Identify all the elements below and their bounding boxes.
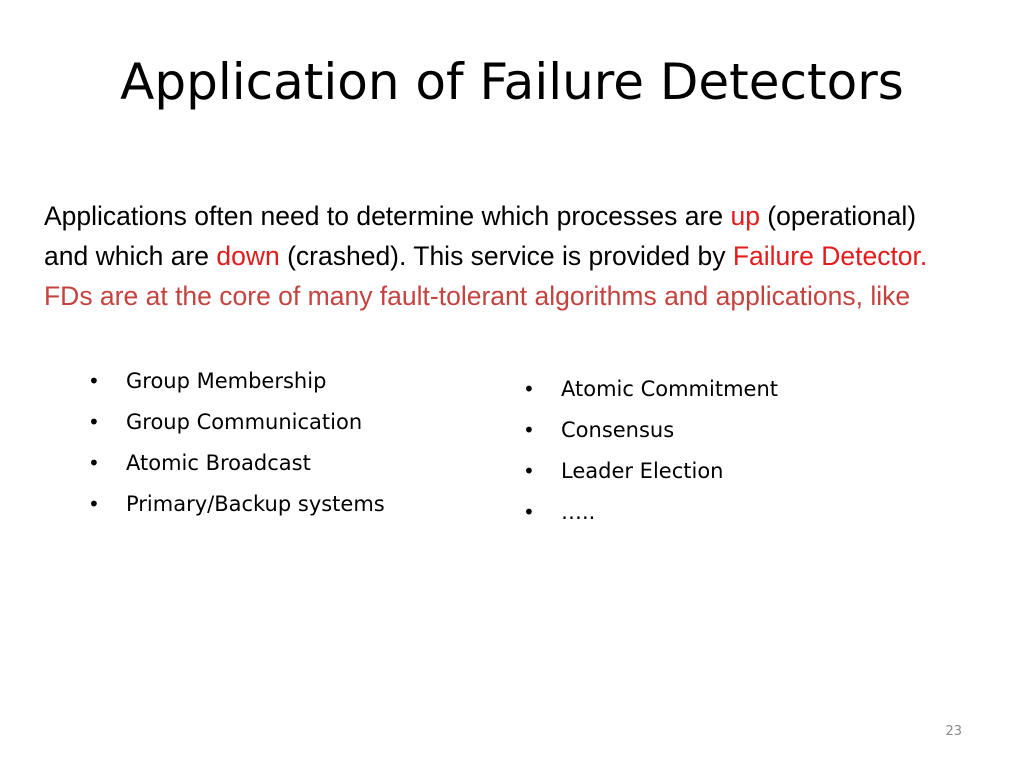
list-item bbox=[523, 456, 778, 497]
intro-paragraph bbox=[44, 196, 1004, 316]
highlight-down: down bbox=[216, 241, 280, 271]
list-item-text: Atomic Commitment bbox=[561, 377, 779, 401]
bullet-icon: • bbox=[88, 410, 100, 434]
list-item bbox=[523, 497, 778, 538]
right-bullet-list bbox=[523, 374, 778, 538]
list-item bbox=[88, 448, 385, 489]
list-item-text: Group Membership bbox=[126, 369, 327, 393]
list-item bbox=[88, 489, 385, 530]
intro-line-3: FDs are at the core of many fault-tolerant algorithms and applications, like bbox=[44, 281, 911, 311]
left-bullet-list bbox=[88, 366, 385, 530]
intro-text: (crashed). This service is provided by bbox=[279, 241, 733, 271]
bullet-icon: • bbox=[88, 369, 100, 393]
bullet-icon: • bbox=[88, 492, 100, 516]
list-item bbox=[88, 366, 385, 407]
slide-title: Application of Failure Detectors bbox=[120, 53, 904, 111]
intro-text: (operational) bbox=[759, 201, 917, 231]
highlight-up: up bbox=[730, 201, 760, 231]
highlight-failure-detector: Failure Detector. bbox=[732, 241, 928, 271]
intro-text: Applications often need to determine which processes are bbox=[44, 201, 731, 231]
list-item-text: Primary/Backup systems bbox=[126, 492, 385, 516]
list-item-text: Group Communication bbox=[126, 410, 363, 434]
intro-text: and which are bbox=[44, 241, 217, 271]
intro-line-2 bbox=[44, 236, 1004, 276]
bullet-icon: • bbox=[88, 451, 100, 475]
list-item-text: Leader Election bbox=[561, 459, 724, 483]
list-item bbox=[88, 407, 385, 448]
bullet-icon: • bbox=[523, 500, 535, 524]
intro-line-1 bbox=[44, 196, 1004, 236]
list-item bbox=[523, 415, 778, 456]
list-item-text: Atomic Broadcast bbox=[126, 451, 311, 475]
bullet-icon: • bbox=[523, 418, 535, 442]
bullet-icon: • bbox=[523, 377, 535, 401]
list-item bbox=[523, 374, 778, 415]
page-number: 23 bbox=[945, 724, 962, 739]
list-item-text: ….. bbox=[561, 500, 596, 524]
list-item-text: Consensus bbox=[561, 418, 675, 442]
bullet-icon: • bbox=[523, 459, 535, 483]
